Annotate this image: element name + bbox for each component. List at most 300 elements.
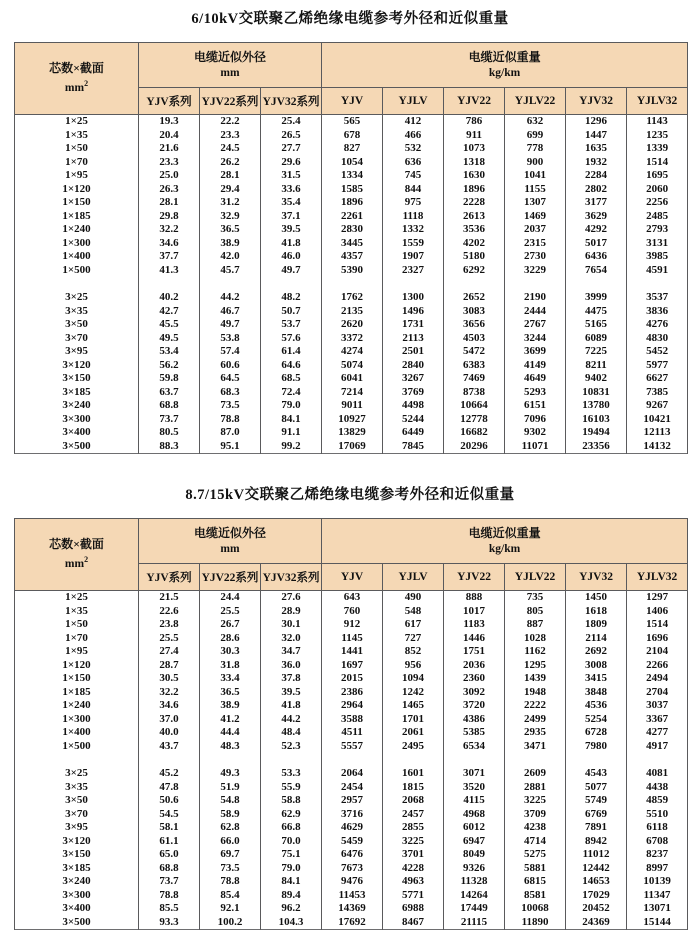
value-cell: 10139 bbox=[627, 875, 688, 889]
value-cell: 26.2 bbox=[200, 156, 261, 170]
value-cell: 62.8 bbox=[200, 821, 261, 835]
value-cell: 1307 bbox=[505, 196, 566, 210]
value-cell: 5293 bbox=[505, 386, 566, 400]
value-cell: 31.8 bbox=[200, 659, 261, 673]
value-cell: 48.4 bbox=[261, 726, 322, 740]
value-cell: 32.2 bbox=[139, 223, 200, 237]
value-cell: 59.8 bbox=[139, 372, 200, 386]
value-cell: 1896 bbox=[322, 196, 383, 210]
value-cell: 4386 bbox=[444, 713, 505, 727]
spec-cell: 3×300 bbox=[15, 413, 139, 427]
value-cell: 11347 bbox=[627, 889, 688, 903]
value-cell: 23.3 bbox=[139, 156, 200, 170]
value-cell: 5557 bbox=[322, 740, 383, 754]
value-cell: 58.9 bbox=[200, 808, 261, 822]
value-cell: 26.7 bbox=[200, 618, 261, 632]
value-cell: 1907 bbox=[383, 250, 444, 264]
value-cell: 3244 bbox=[505, 332, 566, 346]
spec-cell: 1×35 bbox=[15, 605, 139, 619]
value-cell: 3131 bbox=[627, 237, 688, 251]
value-cell: 87.0 bbox=[200, 426, 261, 440]
value-cell: 8942 bbox=[566, 835, 627, 849]
value-cell: 88.3 bbox=[139, 440, 200, 454]
value-cell: 2104 bbox=[627, 645, 688, 659]
value-cell: 4503 bbox=[444, 332, 505, 346]
value-cell: 68.3 bbox=[200, 386, 261, 400]
value-cell: 632 bbox=[505, 115, 566, 129]
value-cell: 2386 bbox=[322, 686, 383, 700]
value-cell: 8738 bbox=[444, 386, 505, 400]
value-cell: 53.4 bbox=[139, 345, 200, 359]
spec-cell: 1×95 bbox=[15, 169, 139, 183]
value-cell: 2064 bbox=[322, 767, 383, 781]
value-cell: 24.4 bbox=[200, 591, 261, 605]
value-cell: 32.2 bbox=[139, 686, 200, 700]
table-row bbox=[15, 902, 688, 916]
value-cell: 46.7 bbox=[200, 305, 261, 319]
value-cell: 17029 bbox=[566, 889, 627, 903]
value-cell: 28.6 bbox=[200, 632, 261, 646]
value-cell: 1300 bbox=[383, 291, 444, 305]
value-cell: 1601 bbox=[383, 767, 444, 781]
value-cell: 3701 bbox=[383, 848, 444, 862]
value-cell: 5771 bbox=[383, 889, 444, 903]
value-cell: 1145 bbox=[322, 632, 383, 646]
value-cell: 10421 bbox=[627, 413, 688, 427]
value-cell: 73.5 bbox=[200, 862, 261, 876]
spec-cell: 1×185 bbox=[15, 686, 139, 700]
value-cell: 46.0 bbox=[261, 250, 322, 264]
table-row bbox=[15, 183, 688, 197]
value-cell: 678 bbox=[322, 129, 383, 143]
table-row bbox=[15, 794, 688, 808]
value-cell: 45.5 bbox=[139, 318, 200, 332]
value-cell: 1295 bbox=[505, 659, 566, 673]
spec-cell: 1×400 bbox=[15, 726, 139, 740]
spacer-cell bbox=[15, 753, 139, 767]
value-cell: 61.4 bbox=[261, 345, 322, 359]
spec-cell: 1×300 bbox=[15, 237, 139, 251]
spacer-cell bbox=[444, 277, 505, 291]
value-cell: 39.5 bbox=[261, 686, 322, 700]
value-cell: 7980 bbox=[566, 740, 627, 754]
value-cell: 14132 bbox=[627, 440, 688, 454]
value-cell: 1751 bbox=[444, 645, 505, 659]
value-cell: 20.4 bbox=[139, 129, 200, 143]
value-cell: 13829 bbox=[322, 426, 383, 440]
value-cell: 48.3 bbox=[200, 740, 261, 754]
value-cell: 10831 bbox=[566, 386, 627, 400]
value-cell: 32.9 bbox=[200, 210, 261, 224]
value-cell: 3471 bbox=[505, 740, 566, 754]
value-cell: 2830 bbox=[322, 223, 383, 237]
value-cell: 1514 bbox=[627, 618, 688, 632]
value-cell: 14369 bbox=[322, 902, 383, 916]
value-cell: 1318 bbox=[444, 156, 505, 170]
spacer-cell bbox=[627, 753, 688, 767]
value-cell: 3225 bbox=[383, 835, 444, 849]
spec-cell: 3×150 bbox=[15, 372, 139, 386]
value-cell: 73.7 bbox=[139, 413, 200, 427]
value-cell: 6708 bbox=[627, 835, 688, 849]
value-cell: 4149 bbox=[505, 359, 566, 373]
value-cell: 10664 bbox=[444, 399, 505, 413]
table-row bbox=[15, 291, 688, 305]
value-cell: 89.4 bbox=[261, 889, 322, 903]
value-cell: 2457 bbox=[383, 808, 444, 822]
value-cell: 3836 bbox=[627, 305, 688, 319]
value-cell: 5385 bbox=[444, 726, 505, 740]
spec-title-text: 芯数×截面 bbox=[49, 61, 104, 76]
value-cell: 3415 bbox=[566, 672, 627, 686]
value-cell: 78.8 bbox=[139, 889, 200, 903]
value-cell: 412 bbox=[383, 115, 444, 129]
spec-cell: 3×50 bbox=[15, 318, 139, 332]
spacer-cell bbox=[261, 277, 322, 291]
table-row bbox=[15, 767, 688, 781]
value-cell: 2609 bbox=[505, 767, 566, 781]
value-cell: 2068 bbox=[383, 794, 444, 808]
value-cell: 2113 bbox=[383, 332, 444, 346]
value-cell: 4963 bbox=[383, 875, 444, 889]
value-cell: 3716 bbox=[322, 808, 383, 822]
value-cell: 12113 bbox=[627, 426, 688, 440]
value-cell: 3083 bbox=[444, 305, 505, 319]
value-cell: 63.7 bbox=[139, 386, 200, 400]
value-cell: 490 bbox=[383, 591, 444, 605]
table-row bbox=[15, 318, 688, 332]
header-series-yjlv: YJLV bbox=[383, 88, 444, 115]
value-cell: 975 bbox=[383, 196, 444, 210]
value-cell: 13780 bbox=[566, 399, 627, 413]
spec-cell: 3×185 bbox=[15, 386, 139, 400]
value-cell: 1183 bbox=[444, 618, 505, 632]
value-cell: 2015 bbox=[322, 672, 383, 686]
value-cell: 2793 bbox=[627, 223, 688, 237]
value-cell: 3372 bbox=[322, 332, 383, 346]
value-cell: 104.3 bbox=[261, 916, 322, 930]
value-cell: 8211 bbox=[566, 359, 627, 373]
value-cell: 62.9 bbox=[261, 808, 322, 822]
spec-cell: 3×120 bbox=[15, 835, 139, 849]
value-cell: 2256 bbox=[627, 196, 688, 210]
value-cell: 1559 bbox=[383, 237, 444, 251]
value-cell: 9267 bbox=[627, 399, 688, 413]
table-row bbox=[15, 223, 688, 237]
table-row bbox=[15, 686, 688, 700]
table-row bbox=[15, 169, 688, 183]
header-approx-weight-group: 电缆近似重量 kg/km bbox=[322, 519, 688, 564]
cable-spec-table-6-10kv bbox=[14, 42, 688, 454]
spec-cell: 1×70 bbox=[15, 156, 139, 170]
table-1-body bbox=[15, 115, 688, 454]
value-cell: 4357 bbox=[322, 250, 383, 264]
value-cell: 4276 bbox=[627, 318, 688, 332]
value-cell: 1446 bbox=[444, 632, 505, 646]
value-cell: 617 bbox=[383, 618, 444, 632]
value-cell: 1469 bbox=[505, 210, 566, 224]
table-row bbox=[15, 250, 688, 264]
value-cell: 3769 bbox=[383, 386, 444, 400]
table-row bbox=[15, 808, 688, 822]
value-cell: 1695 bbox=[627, 169, 688, 183]
value-cell: 8467 bbox=[383, 916, 444, 930]
value-cell: 73.7 bbox=[139, 875, 200, 889]
value-cell: 29.4 bbox=[200, 183, 261, 197]
spec-cell: 1×120 bbox=[15, 183, 139, 197]
value-cell: 17069 bbox=[322, 440, 383, 454]
value-cell: 36.5 bbox=[200, 686, 261, 700]
value-cell: 5165 bbox=[566, 318, 627, 332]
value-cell: 53.7 bbox=[261, 318, 322, 332]
value-cell: 41.3 bbox=[139, 264, 200, 278]
value-cell: 34.6 bbox=[139, 237, 200, 251]
value-cell: 4649 bbox=[505, 372, 566, 386]
value-cell: 38.9 bbox=[200, 699, 261, 713]
value-cell: 7654 bbox=[566, 264, 627, 278]
header-series-yjlv22: YJLV22 bbox=[505, 564, 566, 591]
value-cell: 30.1 bbox=[261, 618, 322, 632]
table-row bbox=[15, 889, 688, 903]
value-cell: 26.3 bbox=[139, 183, 200, 197]
value-cell: 3008 bbox=[566, 659, 627, 673]
spec-cell: 3×95 bbox=[15, 345, 139, 359]
header-series-yjv22-xl: YJV22系列 bbox=[200, 88, 261, 115]
value-cell: 6151 bbox=[505, 399, 566, 413]
value-cell: 23356 bbox=[566, 440, 627, 454]
value-cell: 900 bbox=[505, 156, 566, 170]
table-row bbox=[15, 672, 688, 686]
value-cell: 1028 bbox=[505, 632, 566, 646]
table-row bbox=[15, 699, 688, 713]
table-row bbox=[15, 605, 688, 619]
spec-cell: 3×95 bbox=[15, 821, 139, 835]
table-row bbox=[15, 210, 688, 224]
value-cell: 1041 bbox=[505, 169, 566, 183]
value-cell: 778 bbox=[505, 142, 566, 156]
value-cell: 15144 bbox=[627, 916, 688, 930]
value-cell: 3709 bbox=[505, 808, 566, 822]
value-cell: 2613 bbox=[444, 210, 505, 224]
value-cell: 1762 bbox=[322, 291, 383, 305]
table-row bbox=[15, 115, 688, 129]
value-cell: 11012 bbox=[566, 848, 627, 862]
value-cell: 548 bbox=[383, 605, 444, 619]
value-cell: 6815 bbox=[505, 875, 566, 889]
value-cell: 8237 bbox=[627, 848, 688, 862]
spec-cell: 1×150 bbox=[15, 196, 139, 210]
value-cell: 2692 bbox=[566, 645, 627, 659]
spec-cell: 1×300 bbox=[15, 713, 139, 727]
table-row bbox=[15, 399, 688, 413]
table-row bbox=[15, 618, 688, 632]
value-cell: 1701 bbox=[383, 713, 444, 727]
value-cell: 38.9 bbox=[200, 237, 261, 251]
spec-cell: 1×400 bbox=[15, 250, 139, 264]
value-cell: 6988 bbox=[383, 902, 444, 916]
value-cell: 12778 bbox=[444, 413, 505, 427]
spec-cell: 1×240 bbox=[15, 699, 139, 713]
value-cell: 2935 bbox=[505, 726, 566, 740]
header-approx-outer-diameter-group: 电缆近似外径 mm bbox=[139, 43, 322, 88]
value-cell: 1118 bbox=[383, 210, 444, 224]
value-cell: 2266 bbox=[627, 659, 688, 673]
header-series-yjv-xl: YJV系列 bbox=[139, 88, 200, 115]
table-row bbox=[15, 386, 688, 400]
header-series-yjv-xl: YJV系列 bbox=[139, 564, 200, 591]
value-cell: 5074 bbox=[322, 359, 383, 373]
value-cell: 6436 bbox=[566, 250, 627, 264]
value-cell: 5472 bbox=[444, 345, 505, 359]
value-cell: 72.4 bbox=[261, 386, 322, 400]
value-cell: 36.0 bbox=[261, 659, 322, 673]
value-cell: 2652 bbox=[444, 291, 505, 305]
value-cell: 51.9 bbox=[200, 781, 261, 795]
spacer-cell bbox=[383, 753, 444, 767]
value-cell: 65.0 bbox=[139, 848, 200, 862]
value-cell: 1297 bbox=[627, 591, 688, 605]
value-cell: 1235 bbox=[627, 129, 688, 143]
table-row bbox=[15, 862, 688, 876]
value-cell: 6627 bbox=[627, 372, 688, 386]
value-cell: 29.8 bbox=[139, 210, 200, 224]
spec-cell: 3×240 bbox=[15, 399, 139, 413]
value-cell: 31.5 bbox=[261, 169, 322, 183]
value-cell: 95.1 bbox=[200, 440, 261, 454]
value-cell: 844 bbox=[383, 183, 444, 197]
value-cell: 4968 bbox=[444, 808, 505, 822]
value-cell: 84.1 bbox=[261, 413, 322, 427]
value-cell: 1697 bbox=[322, 659, 383, 673]
group-spacer-row bbox=[15, 277, 688, 291]
value-cell: 45.2 bbox=[139, 767, 200, 781]
value-cell: 4202 bbox=[444, 237, 505, 251]
value-cell: 96.2 bbox=[261, 902, 322, 916]
value-cell: 45.7 bbox=[200, 264, 261, 278]
table-row bbox=[15, 659, 688, 673]
value-cell: 2135 bbox=[322, 305, 383, 319]
value-cell: 2964 bbox=[322, 699, 383, 713]
value-cell: 3848 bbox=[566, 686, 627, 700]
value-cell: 7845 bbox=[383, 440, 444, 454]
value-cell: 27.4 bbox=[139, 645, 200, 659]
value-cell: 4543 bbox=[566, 767, 627, 781]
header-series-yjv22: YJV22 bbox=[444, 564, 505, 591]
value-cell: 786 bbox=[444, 115, 505, 129]
value-cell: 1332 bbox=[383, 223, 444, 237]
value-cell: 2327 bbox=[383, 264, 444, 278]
value-cell: 61.1 bbox=[139, 835, 200, 849]
value-cell: 41.8 bbox=[261, 699, 322, 713]
header-series-yjv: YJV bbox=[322, 88, 383, 115]
value-cell: 3520 bbox=[444, 781, 505, 795]
spec-cell: 1×120 bbox=[15, 659, 139, 673]
value-cell: 2444 bbox=[505, 305, 566, 319]
table-row bbox=[15, 426, 688, 440]
spacer-cell bbox=[139, 277, 200, 291]
spec-cell: 3×70 bbox=[15, 808, 139, 822]
value-cell: 41.2 bbox=[200, 713, 261, 727]
value-cell: 8049 bbox=[444, 848, 505, 862]
spec-cell: 1×500 bbox=[15, 740, 139, 754]
value-cell: 78.8 bbox=[200, 875, 261, 889]
value-cell: 2957 bbox=[322, 794, 383, 808]
spec-cell: 3×240 bbox=[15, 875, 139, 889]
value-cell: 31.2 bbox=[200, 196, 261, 210]
value-cell: 745 bbox=[383, 169, 444, 183]
spec-cell: 3×400 bbox=[15, 426, 139, 440]
header-series-yjlv: YJLV bbox=[383, 564, 444, 591]
value-cell: 2061 bbox=[383, 726, 444, 740]
value-cell: 64.6 bbox=[261, 359, 322, 373]
value-cell: 53.3 bbox=[261, 767, 322, 781]
value-cell: 887 bbox=[505, 618, 566, 632]
value-cell: 57.6 bbox=[261, 332, 322, 346]
header-series-yjv22-xl: YJV22系列 bbox=[200, 564, 261, 591]
value-cell: 1465 bbox=[383, 699, 444, 713]
spacer-cell bbox=[627, 277, 688, 291]
value-cell: 1630 bbox=[444, 169, 505, 183]
table-1-title: 6/10kV交联聚乙烯绝缘电缆参考外径和近似重量 bbox=[191, 11, 509, 27]
value-cell: 827 bbox=[322, 142, 383, 156]
value-cell: 68.8 bbox=[139, 862, 200, 876]
value-cell: 19.3 bbox=[139, 115, 200, 129]
value-cell: 14653 bbox=[566, 875, 627, 889]
value-cell: 10927 bbox=[322, 413, 383, 427]
value-cell: 36.5 bbox=[200, 223, 261, 237]
header-approx-weight-group: 电缆近似重量 kg/km bbox=[322, 43, 688, 88]
value-cell: 6476 bbox=[322, 848, 383, 862]
value-cell: 23.3 bbox=[200, 129, 261, 143]
spec-cell: 1×25 bbox=[15, 591, 139, 605]
table-row bbox=[15, 359, 688, 373]
spacer-cell bbox=[322, 277, 383, 291]
value-cell: 2840 bbox=[383, 359, 444, 373]
value-cell: 1932 bbox=[566, 156, 627, 170]
value-cell: 30.5 bbox=[139, 672, 200, 686]
table-row bbox=[15, 713, 688, 727]
value-cell: 956 bbox=[383, 659, 444, 673]
value-cell: 5510 bbox=[627, 808, 688, 822]
value-cell: 3092 bbox=[444, 686, 505, 700]
value-cell: 6534 bbox=[444, 740, 505, 754]
spacer-cell bbox=[139, 753, 200, 767]
table-row bbox=[15, 875, 688, 889]
value-cell: 3367 bbox=[627, 713, 688, 727]
spec-cell: 3×35 bbox=[15, 781, 139, 795]
value-cell: 14264 bbox=[444, 889, 505, 903]
value-cell: 4238 bbox=[505, 821, 566, 835]
value-cell: 3037 bbox=[627, 699, 688, 713]
value-cell: 4228 bbox=[383, 862, 444, 876]
cable-spec-table-8-7-15kv bbox=[14, 518, 688, 930]
value-cell: 68.8 bbox=[139, 399, 200, 413]
spec-title-text: 芯数×截面 bbox=[49, 537, 104, 552]
value-cell: 11328 bbox=[444, 875, 505, 889]
value-cell: 4714 bbox=[505, 835, 566, 849]
value-cell: 3229 bbox=[505, 264, 566, 278]
spec-cell: 3×300 bbox=[15, 889, 139, 903]
value-cell: 75.1 bbox=[261, 848, 322, 862]
value-cell: 22.6 bbox=[139, 605, 200, 619]
value-cell: 1054 bbox=[322, 156, 383, 170]
value-cell: 25.0 bbox=[139, 169, 200, 183]
value-cell: 4292 bbox=[566, 223, 627, 237]
value-cell: 48.2 bbox=[261, 291, 322, 305]
table-row bbox=[15, 196, 688, 210]
value-cell: 2228 bbox=[444, 196, 505, 210]
value-cell: 1162 bbox=[505, 645, 566, 659]
